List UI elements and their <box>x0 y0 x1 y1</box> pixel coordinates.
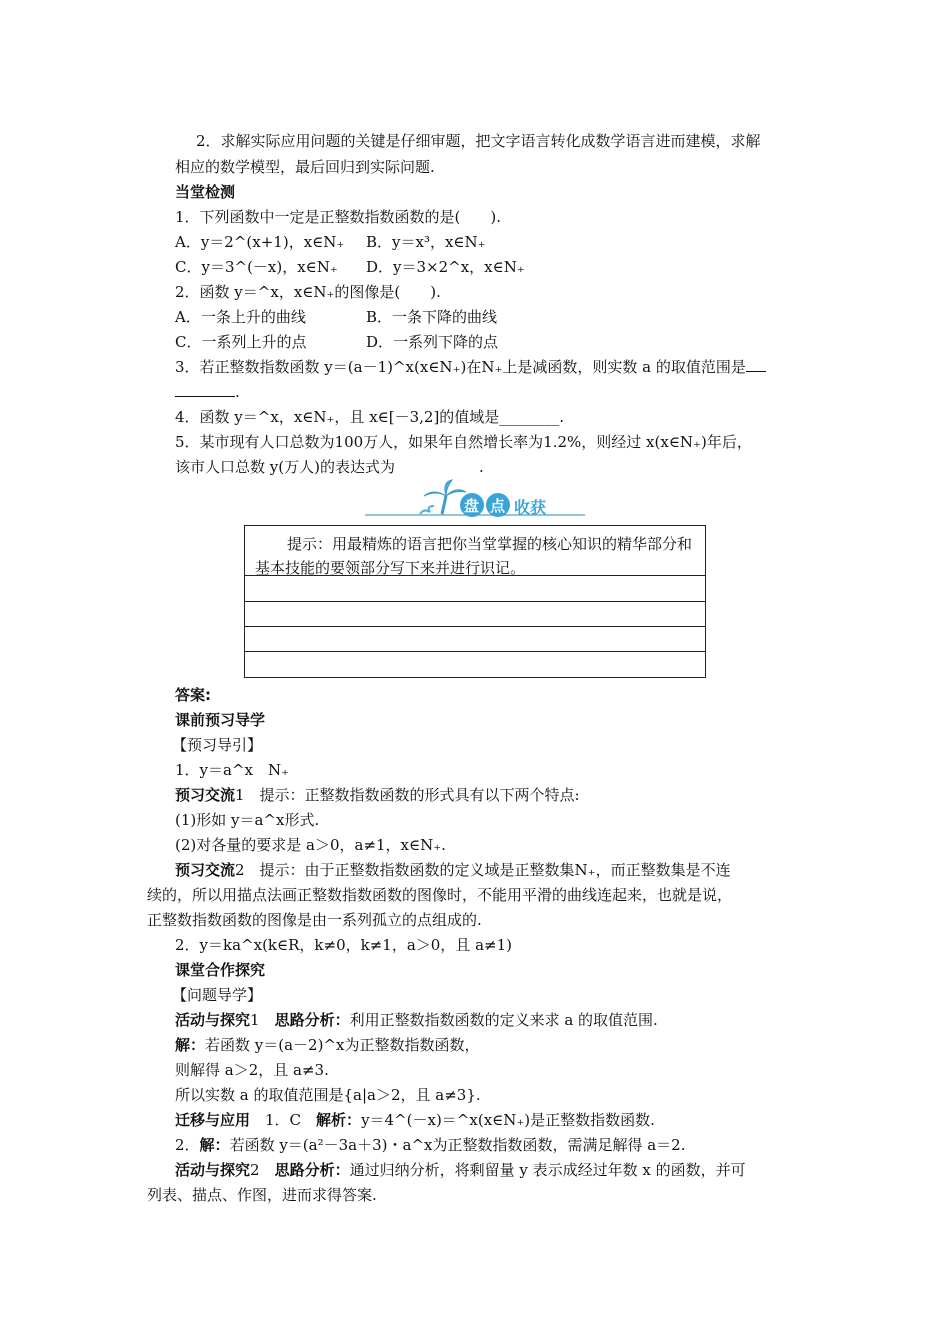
q5-line-1: 5．某市现有人口总数为100万人，如果年自然增长率为1.2%，则经过 x(x∈N₊)年后， <box>175 433 752 451</box>
summary-box <box>244 525 706 678</box>
solution-line-1 <box>175 1035 479 1055</box>
q1-option-b: B．y＝x³，x∈N₊ <box>366 233 486 251</box>
transfer-2-label: 解： <box>199 1136 230 1154</box>
activity-1-think: 思路分析： <box>274 1011 350 1029</box>
q3-line-1 <box>175 357 766 377</box>
solution-text-1: 若函数 y＝(a－2)^x为正整数指数函数， <box>205 1036 480 1054</box>
summary-rule-1 <box>245 575 705 576</box>
q2-option-a: A．一条上升的曲线 <box>175 308 306 326</box>
q4: 4．函数 y＝^x，x∈N₊，且 x∈[－3,2]的值域是________. <box>175 408 565 426</box>
transfer-analysis-label: 解析： <box>316 1111 362 1129</box>
solution-label: 解： <box>175 1036 206 1054</box>
q2-option-c: C．一系列上升的点 <box>175 333 307 351</box>
section-heading-check: 当堂检测 <box>175 183 236 201</box>
intro-line-1: 2．求解实际应用问题的关键是仔细审题，把文字语言转化成数学语言进而建模，求解 <box>196 132 761 150</box>
transfer-analysis-text: y＝4^(－x)＝^x(x∈N₊)是正整数指数函数. <box>361 1111 655 1129</box>
q3-line-2 <box>175 382 240 402</box>
class-explore-heading: 课堂合作探究 <box>175 961 266 979</box>
q5-text: 该市人口总数 y(万人)的表达式为 <box>175 458 395 476</box>
transfer-label: 迁移与应用 <box>175 1111 251 1129</box>
harvest-logo-char-34: 收获 <box>514 498 547 517</box>
activity-2-think: 思路分析： <box>274 1161 350 1179</box>
solution-line-3: 所以实数 a 的取值范围是{a|a＞2，且 a≠3}. <box>175 1086 481 1104</box>
summary-hint: 提示：用最精炼的语言把你当堂掌握的核心知识的精华部分和基本技能的要领部分写下来并进行识记。 <box>255 535 693 577</box>
transfer-1 <box>175 1110 655 1130</box>
transfer-2-text: 若函数 y＝(a²－3a＋3)・a^x为正整数指数函数，需满足解得 a＝2. <box>229 1136 686 1154</box>
activity-1-label: 活动与探究 <box>175 1011 251 1029</box>
exchange-2-text: 2 提示：由于正整数指数函数的定义域是正整数集N₊，而正整数集是不连 <box>235 861 731 879</box>
q1-stem: 1．下列函数中一定是正整数指数函数的是( ). <box>175 208 502 226</box>
exchange-2-line-2: 续的，所以用描点法画正整数指数函数的图像时，不能用平滑的曲线连起来，也就是说， <box>147 886 733 904</box>
exchange-1-label: 预习交流 <box>175 786 236 804</box>
q2-option-d: D．一系列下降的点 <box>366 333 499 351</box>
activity-1 <box>175 1010 658 1030</box>
q2-stem: 2．函数 y＝^x，x∈N₊的图像是( ). <box>175 283 441 301</box>
exchange-1 <box>175 785 580 805</box>
activity-2-line-2: 列表、描点、作图，进而求得答案. <box>147 1186 377 1204</box>
exchange-1-point-1: (1)形如 y＝a^x形式. <box>175 811 320 829</box>
intro-line-2: 相应的数学模型，最后回归到实际问题. <box>175 158 435 176</box>
q1-option-a: A．y＝2^(x+1)，x∈N₊ <box>175 233 345 251</box>
q5-period: . <box>478 458 484 476</box>
exchange-2-line-3: 正整数指数函数的图像是由一系列孤立的点组成的. <box>147 911 482 929</box>
activity-2-label: 活动与探究 <box>175 1161 251 1179</box>
summary-rule-4[interactable] <box>245 651 705 652</box>
q3-text: 3．若正整数指数函数 y＝(a－1)^x(x∈N₊)在N₊上是减函数，则实数 a 的取值范围是 <box>175 358 746 376</box>
harvest-logo <box>360 478 590 520</box>
answer-1: 1．y＝a^x N₊ <box>175 761 290 779</box>
transfer-2-num: 2． <box>175 1136 200 1154</box>
exchange-2-line-1 <box>175 860 731 880</box>
answer-2: 2．y＝ka^x(k∈R，k≠0，k≠1，a＞0，且 a≠1) <box>175 936 512 954</box>
harvest-logo-char-1: 盘 <box>464 497 480 515</box>
problem-guide-heading: 【问题导学】 <box>172 986 263 1004</box>
exchange-1-text: 1 提示：正整数指数函数的形式具有以下两个特点: <box>235 786 580 804</box>
q5-line-2 <box>175 457 484 477</box>
q3-period: . <box>235 383 240 401</box>
summary-rule-2[interactable] <box>245 601 705 602</box>
transfer-answer: 1．C <box>250 1111 317 1129</box>
exchange-2-label: 预习交流 <box>175 861 236 879</box>
transfer-2 <box>175 1135 686 1155</box>
solution-line-2: 则解得 a＞2，且 a≠3. <box>175 1061 329 1079</box>
q1-option-d: D．y＝3×2^x，x∈N₊ <box>366 258 525 276</box>
pre-study-heading: 课前预习导学 <box>175 711 266 729</box>
q2-option-b: B．一条下降的曲线 <box>366 308 498 326</box>
activity-1-num: 1 <box>250 1011 275 1029</box>
pre-guide-heading: 【预习导引】 <box>172 736 263 754</box>
exchange-1-point-2: (2)对各量的要求是 a＞0，a≠1，x∈N₊. <box>175 836 446 854</box>
q1-option-c: C．y＝3^(－x)，x∈N₊ <box>175 258 338 276</box>
summary-rule-3[interactable] <box>245 626 705 627</box>
harvest-logo-char-2: 点 <box>490 497 506 515</box>
activity-1-text: 利用正整数指数函数的定义来求 a 的取值范围. <box>349 1011 658 1029</box>
activity-2 <box>175 1160 746 1180</box>
answers-heading: 答案: <box>175 686 211 704</box>
q3-blank-cont <box>175 382 235 397</box>
activity-2-num: 2 <box>250 1161 275 1179</box>
activity-2-text: 通过归纳分析，将剩留量 y 表示成经过年数 x 的函数，并可 <box>349 1161 746 1179</box>
q3-blank <box>746 357 766 372</box>
